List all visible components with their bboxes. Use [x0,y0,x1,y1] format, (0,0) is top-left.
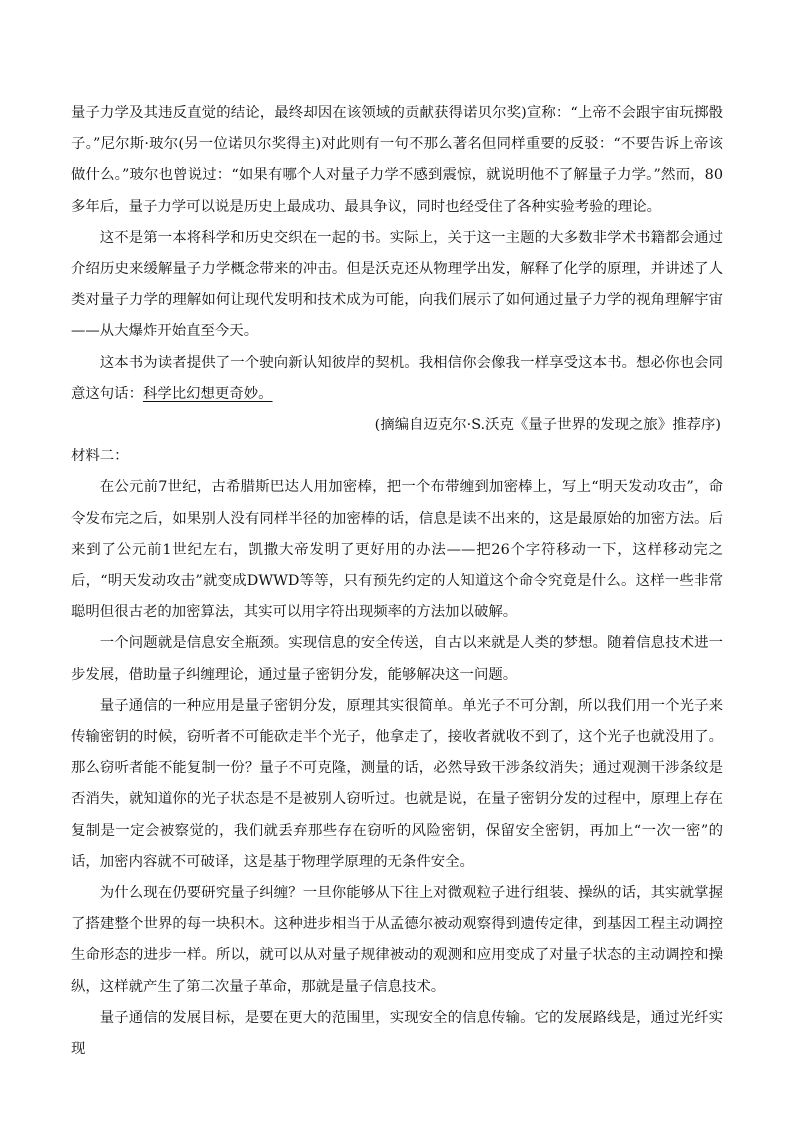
paragraph-communication-goal: 量子通信的发展目标，是要在更大的范围里，实现安全的信息传输。它的发展路线是，通过光纤实现 [71,1009,723,1058]
material-two-heading: 材料二： [71,448,129,465]
paragraph-book-recommendation [71,348,723,410]
paragraph-quantum-debate: 量子力学及其违反直觉的结论，最终却因在该领域的贡献获得诺贝尔奖)宣称：“上帝不会跟宇宙玩掷骰子。”尼尔斯·玻尔(另一位诺贝尔奖得主)对此则有一句不那么著名但同样重要的反驳：“不要告诉上帝该做什么。”玻尔也曾说过：“如果有哪个人对量子力学不感到震惊，就说明他不了解量子力学。”然而，80多年后，量子力学可以说是历史上最成功、最具争议，同时也经受住了各种实验考验的理论。 [71,105,723,215]
paragraph-entanglement-research: 为什么现在仍要研究量子纠缠？一旦你能够从下往上对微观粒子进行组装、操纵的话，其实就掌握了搭建整个世界的每一块积木。这种进步相当于从孟德尔被动观察得到遗传定律，到基因工程主动调控生命形态的进步一样。所以，就可以从对量子规律被动的观测和应用变成了对量子状态的主动调控和操纵，这样就产生了第二次量子革命，那就是量子信息技术。 [71,885,723,995]
paragraph-book-intro: 这不是第一本将科学和历史交织在一起的书。实际上，关于这一主题的大多数非学术书籍都会通过介绍历史来缓解量子力学概念带来的冲击。但是沃克还从物理学出发，解释了化学的原理，并讲述了人类对量子力学的理解如何让现代发明和技术成为可能，向我们展示了如何通过量子力学的视角理解宇宙——从大爆炸开始直至今天。 [71,229,723,340]
paragraph-security-bottleneck: 一个问题就是信息安全瓶颈。实现信息的安全传送，自古以来就是人类的梦想。随着信息技术进一步发展，借助量子纠缠理论，通过量子密钥分发，能够解决这一问题。 [71,635,723,683]
recommendation-text: 这本书为读者提供了一个驶向新认知彼岸的契机。我相信你会像我一样享受这本书。想必你也会同意这句话： [71,354,723,402]
paragraph-key-distribution: 量子通信的一种应用是量子密钥分发，原理其实很简单。单光子不可分割，所以我们用一个光子来传输密钥的时候，窃听者不可能砍走半个光子，他拿走了，接收者就收不到了，这个光子也就没用了。那么窃听者能不能复制一份？量子不可克隆，测量的话，必然导致干涉条纹消失；通过观测干涉条纹是否消失，就知道你的光子状态是不是被别人窃听过。也就是说，在量子密钥分发的过程中，原理上存在复制是一定会被察觉的，我们就丢弃那些存在窃听的风险密钥，保留安全密钥，再加上“一次一密”的话，加密内容就不可破译，这是基于物理学原理的无条件安全。 [71,697,723,870]
document-page [71,98,723,1065]
underlined-quote: 科学比幻想更奇妙。 [142,385,273,402]
paragraph-ancient-encryption: 在公元前7世纪，古希腊斯巴达人用加密棒，把一个布带缠到加密棒上，写上“明天发动攻击”，命令发布完之后，如果别人没有同样半径的加密棒的话，信息是读不出来的，这是最原始的加密方法。后来到了公元前1世纪左右，凯撒大帝发明了更好用的办法——把26个字符移动一下，这样移动完之后，“明天发动攻击”就变成DWWD等等，只有预先约定的人知道这个命令究竟是什么。这样一些非常聪明但很古老的加密算法，其实可以用字符出现频率的方法加以破解。 [71,479,723,621]
source-citation: (摘编自迈克尔·S.沃克《量子世界的发现之旅》推荐序) [374,417,721,434]
